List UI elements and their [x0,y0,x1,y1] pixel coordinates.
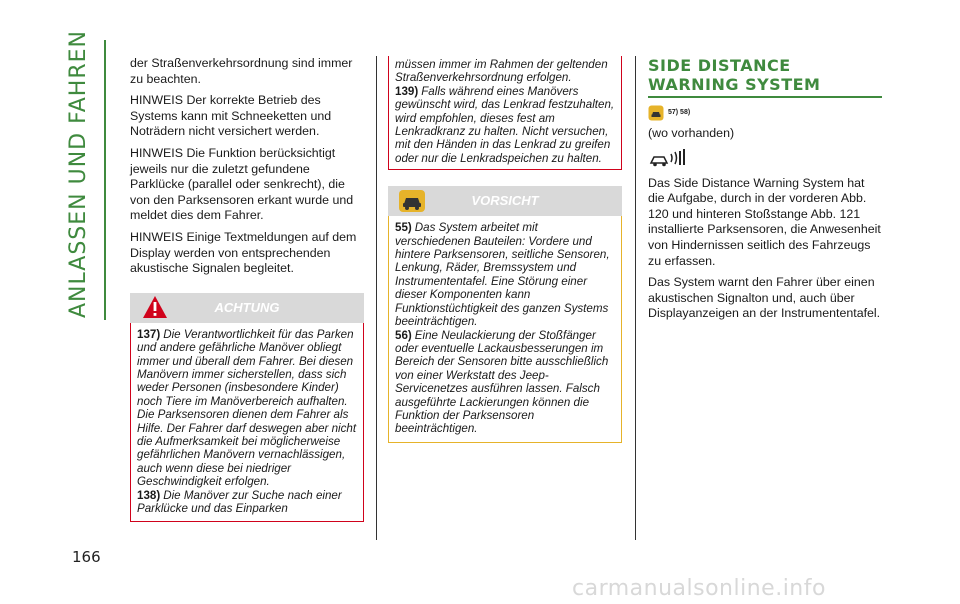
caution-item-number: 56) [395,328,412,342]
warning-box [130,323,364,523]
warning-item-text: Die Manöver zur Suche nach einer Parklücke und das Einparken [137,488,342,515]
warning-header [130,293,364,323]
page-number: 166 [72,548,101,566]
warning-box-continued [388,56,622,170]
paragraph: HINWEIS Die Funktion berücksichtigt jeweils nur die zuletzt gefundene Parklücke (parallel oder senkrecht), die von den Parksensoren erkant wurde und meldet dies dem Fahrer. [130,145,354,223]
warning-item [137,489,357,516]
warning-item [137,328,357,489]
side-sensor-icon [648,148,688,168]
column-divider-1 [376,56,377,540]
reference-row [648,104,882,122]
watermark: carmanualsonline.info [572,576,826,601]
chapter-title: ANLASSEN UND FAHREN [66,30,91,318]
paragraph: HINWEIS Der korrekte Betrieb des Systems kann mit Schneeketten und Noträdern nicht versichert werden. [130,93,332,139]
caution-label: VORSICHT [471,193,539,209]
warning-item-number: 138) [137,488,161,502]
warning-item [395,85,615,165]
caution-box [388,216,622,443]
caution-item [395,221,615,328]
section-title: SIDE DISTANCE WARNING SYSTEM [648,56,882,98]
column-1 [130,56,364,522]
paragraph: HINWEIS Einige Textmeldungen auf dem Display werden von entsprechenden akustische Signalen begleitet. [130,229,357,276]
reference-numbers: 57) 58) [668,109,691,117]
warning-item-text: Falls während eines Manövers gewünscht wird, das Lenkrad festzuhalten, wird empfohlen, dieses fest am Lenkradkranz zu halten. Nicht versuchen, mit den Händen in das Lenkrad zu greifen oder nur die Lenkradspeichen zu halten. [395,84,615,165]
paragraph: Das System warnt den Fahrer über einen akustischen Signalton und, auch über Displayanzeigen an der Instrumententafel. [648,275,881,321]
caution-item [395,329,615,436]
warning-lead: müssen immer im Rahmen der geltenden Straßenverkehrsordnung erfolgen. [395,58,608,85]
column-2 [388,56,622,443]
warning-item-number: 139) [395,84,419,98]
caution-header [388,186,622,216]
warning-label: ACHTUNG [214,299,280,315]
warning-item-text: Die Verantwortlichkeit für das Parken und andere gefährliche Manöver obliegt immer und überall dem Fahrer. Bei diesen Manövern immer sicherstellen, dass sich weder Personen (insbesondere Kinder) noch Tiere im Manöverbereich aufhalten. Die Parksensoren dienen dem Fahrer als Hilfe. Der Fahrer darf deswegen aber nicht die Aufmerksamkeit bei möglicherweise gefährlichen Manövern vernachlässigen, auch wenn diese bei niedriger Geschwindigkeit erfolgen. [137,327,357,489]
paragraph: der Straßenverkehrsordnung sind immer zu beachten. [130,56,353,86]
column-divider-2 [635,56,636,540]
paragraph: Das Side Distance Warning System hat die Aufgabe, durch in der vorderen Abb. 120 und hinteren Stoßstange Abb. 121 installierte Parksensoren, die Anwesenheit von Hindernissen seitlich des Fahrzeugs zu erfassen. [648,175,881,268]
availability-note: (wo vorhanden) [648,126,735,140]
caution-item-text: Das System arbeitet mit verschiedenen Bauteilen: Vordere und hintere Parksensoren, seitliche Sensoren, Lenkung, Räder, Bremssystem und Instrumententafel. Eine Störung einer dieser Komponenten kann Funktionstüchtigkeit des ganzen Systems beeinträchtigen. [395,221,610,329]
caution-small-icon [648,105,664,121]
chapter-rule [104,40,106,320]
caution-item-number: 55) [395,221,412,235]
column-3 [648,56,882,328]
warning-item-number: 137) [137,327,161,341]
caution-item-text: Eine Neulackierung der Stoßfänger oder eventuelle Lackausbesserungen im Bereich der Sensoren bitte ausschließlich von einer Werkstatt des Jeep-Servicenetzes ausführen lassen. Falsch ausgeführte Lackierungen können die Funktion der Parksensoren beeinträchtigen. [395,328,609,436]
